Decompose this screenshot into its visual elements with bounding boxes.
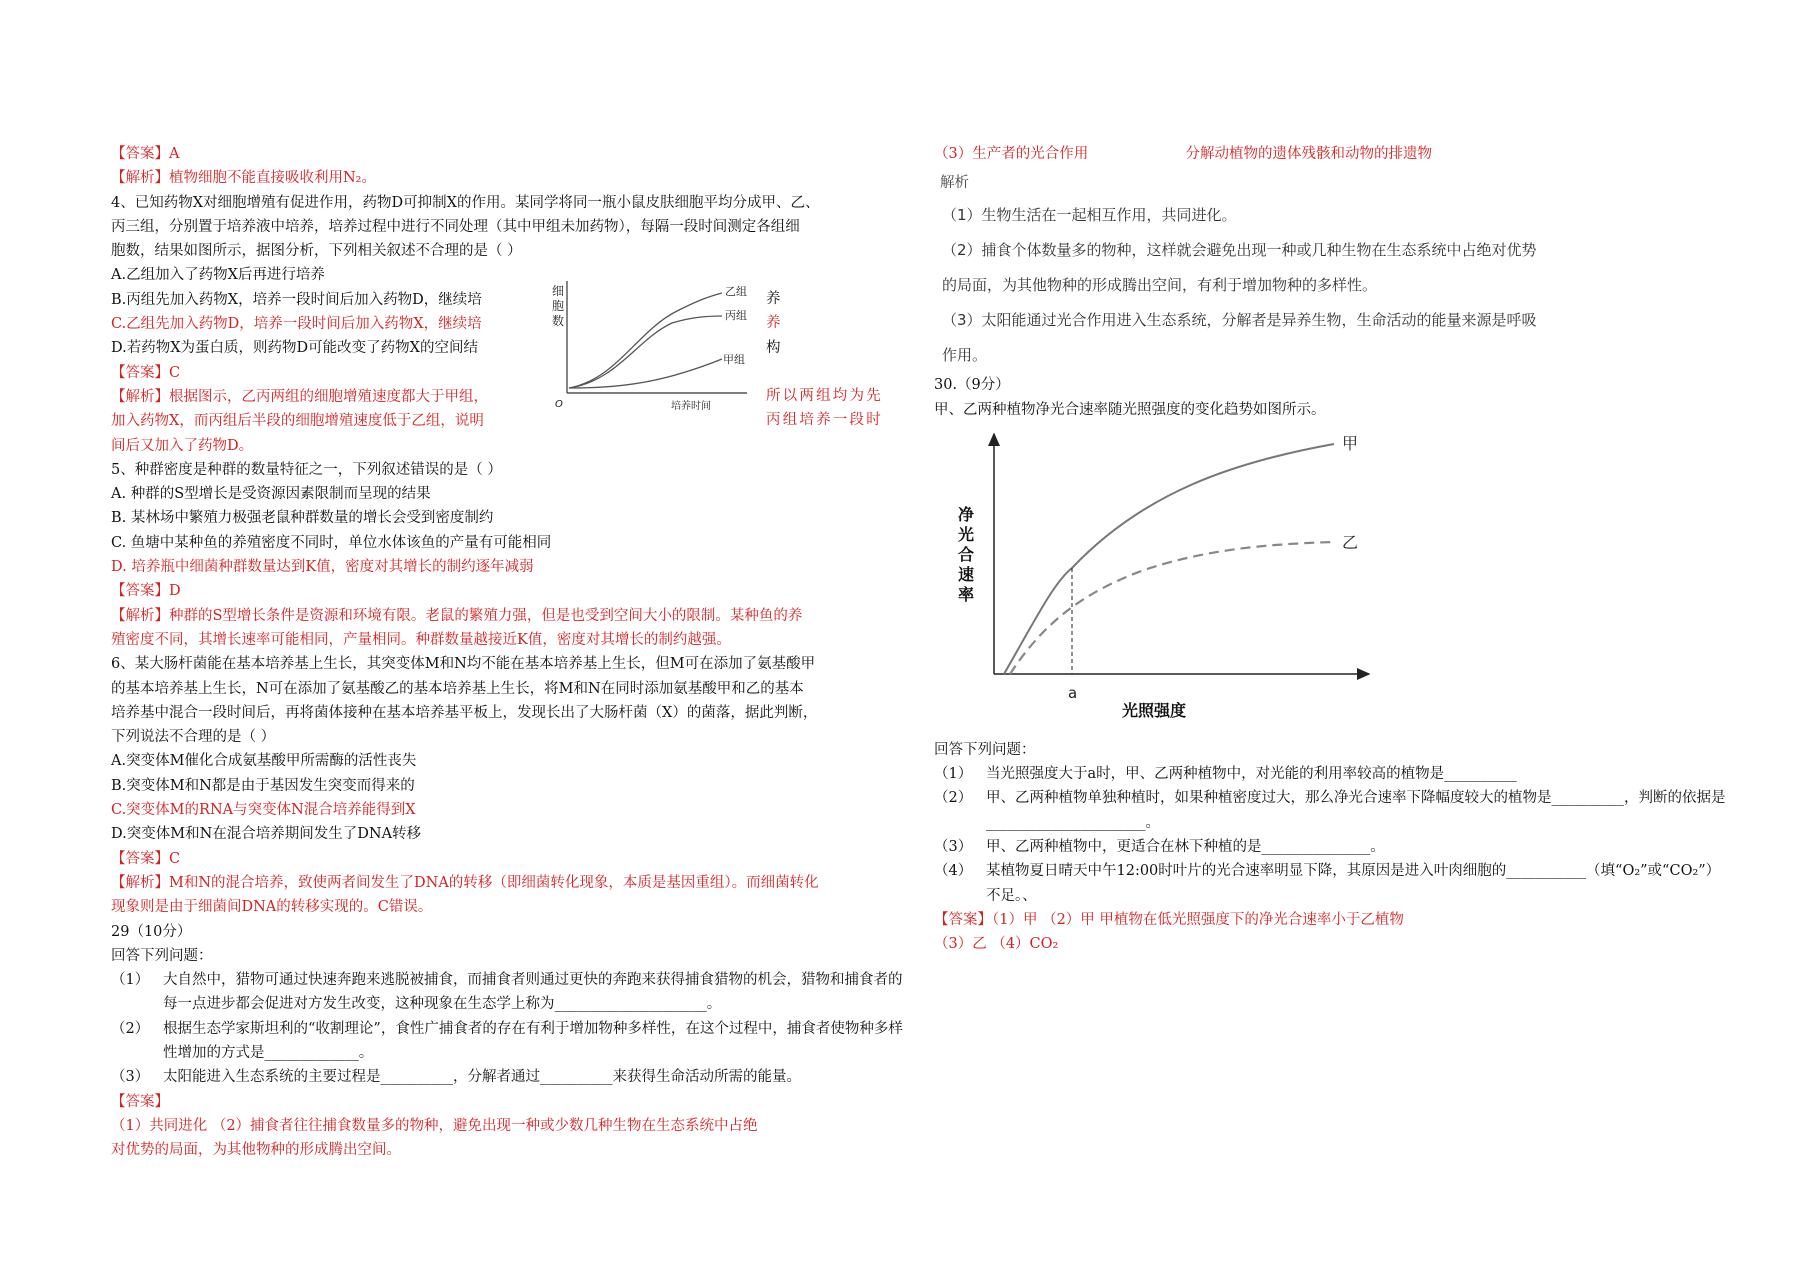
q29-item-3	[111, 1065, 903, 1089]
q30-answer-2: （3）乙 （4）CO₂	[934, 936, 1059, 953]
q5-stem: 5、种群密度是种群的数量特征之一，下列叙述错误的是（ ）	[111, 461, 502, 478]
q30-item-3-num: （3）	[934, 839, 973, 856]
q29-answer-label: 【答案】	[111, 1093, 169, 1110]
chart2-label-jia: 甲	[1342, 433, 1359, 453]
q29-answer-3a: （3）生产者的光合作用	[934, 146, 1089, 162]
q3-answer: 【答案】A	[111, 146, 180, 162]
q29-explanation-1: （1）生物生活在一起相互作用，共同进化。	[942, 206, 1237, 225]
q30-item-2	[934, 786, 1734, 835]
q4-stem-1: 4、已知药物X对细胞增殖有促进作用，药物D可抑制X的作用。某同学将同一瓶小鼠皮肤细胞平均分成甲、乙、	[111, 194, 820, 211]
q29-item-2	[111, 1017, 903, 1066]
q29-explanation-2: （2）捕食个体数量多的物种，这样就会避免出现一种或几种生物在生态系统中占绝对优势	[942, 241, 1537, 260]
q4-analysis-3: 间后又加入了药物D。	[111, 437, 254, 454]
q5-analysis-1: 【解析】种群的S型增长条件是资源和环境有限。老鼠的繁殖力强，但是也受到空间大小的限制。某种鱼的养	[111, 607, 803, 624]
q6-option-d: D.突变体M和N在混合培养期间发生了DNA转移	[111, 826, 422, 843]
chart1-line-bing	[569, 316, 722, 388]
q29-item-2-num: （2）	[111, 1020, 150, 1037]
q6-analysis-2: 现象则是由于细菌间DNA的转移实现的。C错误。	[111, 899, 433, 916]
q4-option-c-cont: 养	[766, 315, 781, 332]
chart2-line-jia	[1004, 444, 1334, 674]
q29-answer-2: 对优势的局面，为其他物种的形成腾出空间。	[111, 1142, 401, 1159]
q30-item-4-num: （4）	[934, 863, 973, 880]
q4-option-a: A.乙组加入了药物X后再进行培养	[111, 267, 325, 284]
q4-analysis-2-cont: 丙组培养一段时	[766, 412, 883, 429]
q6-stem-1: 6、某大肠杆菌能在基本培养基上生长，其突变体M和N均不能在基本培养基上生长，但M可在添加了氨基酸甲	[111, 656, 816, 673]
q4-stem-2: 丙三组，分别置于培养液中培养，培养过程中进行不同处理（其中甲组未加药物），每隔一段时间测定各组细	[111, 218, 800, 235]
chart2-ylabel	[958, 505, 974, 604]
q29-answer-1: （1）共同进化 （2）捕食者往往捕食数量多的物种，避免出现一种或少数几种生物在生态系统中占绝	[111, 1117, 758, 1134]
q5-option-b: B. 某林场中繁殖力极强老鼠种群数量的增长会受到密度制约	[111, 510, 494, 527]
q5-analysis-2: 殖密度不同，其增长速率可能相同，产量相同。种群数量越接近K值，密度对其增长的制约越强。	[111, 631, 731, 648]
q4-option-b: B.丙组先加入药物X，培养一段时间后加入药物D，继续培	[111, 291, 482, 308]
q6-option-a: A.突变体M催化合成氨基酸甲所需酶的活性丧失	[111, 753, 417, 770]
q29-answer-3b: 分解动植物的遗体残骸和动物的排遗物	[1185, 146, 1432, 162]
q30-item-4	[934, 859, 1734, 908]
q29-answer-3	[934, 142, 1734, 166]
q29-explanation-4: （3）太阳能通过光合作用进入生态系统，分解者是异养生物，生命活动的能量来源是呼吸	[942, 311, 1537, 330]
q4-analysis-1-cont: 所以两组均为先	[766, 388, 883, 405]
q30-intro: 回答下列问题：	[934, 741, 1036, 758]
q4-option-b-cont: 养	[766, 291, 781, 308]
chart2-mark-a: a	[1068, 683, 1078, 702]
chart1-label-jia: 甲组	[723, 353, 745, 367]
chart2-xlabel: 光照强度	[1122, 700, 1187, 720]
q29-explanation-title: 解析	[940, 175, 969, 192]
q30-item-3-text: 甲、乙两种植物中，更适合在林下种植的是_______________。	[986, 839, 1385, 856]
q6-stem-3: 培养基中混合一段时间后，再将菌体接种在基本培养基平板上，发现长出了大肠杆菌（X）的菌落，据此判断，	[111, 704, 818, 721]
q6-option-c: C.突变体M的RNA与突变体N混合培养能得到X	[111, 802, 416, 819]
chart2-ylabel-2: 光	[958, 524, 975, 544]
q6-analysis-1: 【解析】M和N的混合培养，致使两者间发生了DNA的转移（即细菌转化现象，本质是基因重组）。而细菌转化	[111, 874, 819, 891]
q29-item-1-num: （1）	[111, 972, 150, 989]
q29-item-3-num: （3）	[111, 1069, 150, 1086]
q29-item-2-text: 根据生态学家斯坦利的“收割理论”，食性广捕食者的存在有利于增加物种多样性，在这个过程中，捕食者使物种多样性增加的方式是_____________。	[163, 1020, 903, 1061]
q30-item-1	[934, 762, 1734, 786]
q29-item-3-text: 太阳能进入生态系统的主要过程是__________，分解者通过__________来获得生命活动所需的能量。	[163, 1069, 801, 1086]
q29-explanation-3: 的局面，为其他物种的形成腾出空间，有利于增加物种的多样性。	[942, 276, 1378, 295]
q4-answer: 【答案】C	[111, 364, 181, 381]
q29-explanation-5: 作用。	[942, 346, 988, 365]
q30-item-1-text: 当光照强度大于a时，甲、乙两种植物中，对光能的利用率较高的植物是__________	[986, 766, 1517, 783]
q4-option-d: D.若药物X为蛋白质，则药物D可能改变了药物X的空间结	[111, 340, 478, 357]
chart1-origin: O	[555, 399, 563, 411]
q5-option-a: A. 种群的S型增长是受资源因素限制而呈现的结果	[111, 486, 431, 503]
q30-item-3	[934, 835, 1734, 859]
net-photosynthesis-chart	[944, 422, 1384, 738]
q30-stem: 甲、乙两种植物净光合速率随光照强度的变化趋势如图所示。	[934, 401, 1326, 418]
chart2-ylabel-3: 合	[958, 544, 975, 564]
q5-answer: 【答案】D	[111, 583, 181, 600]
q30-item-1-num: （1）	[934, 766, 973, 783]
chart2-line-yi	[1010, 542, 1334, 674]
q6-stem-4: 下列说法不合理的是（ ）	[111, 729, 276, 746]
cell-growth-chart	[547, 271, 759, 411]
q3-analysis: 【解析】植物细胞不能直接吸收利用N₂。	[111, 170, 376, 187]
q6-answer: 【答案】C	[111, 850, 181, 867]
chart2-ylabel-5: 率	[958, 584, 975, 604]
chart1-xlabel: 培养时间	[671, 401, 711, 412]
q4-stem-3: 胞数，结果如图所示，据图分析，下列相关叙述不合理的是（ ）	[111, 243, 522, 260]
q6-stem-2: 的基本培养基上生长，N可在添加了氨基酸乙的基本培养基上生长，将M和N在同时添加氨基酸甲和乙的基本	[111, 680, 804, 697]
q4-analysis-1: 【解析】根据图示，乙丙两组的细胞增殖速度都大于甲组，	[111, 388, 488, 405]
q29-item-1	[111, 968, 903, 1017]
q6-option-b: B.突变体M和N都是由于基因发生突变而得来的	[111, 777, 415, 794]
chart2-ylabel-1: 净	[958, 504, 975, 524]
q5-option-c: C. 鱼塘中某种鱼的养殖密度不同时，单位水体该鱼的产量有可能相同	[111, 534, 552, 551]
q30-answer-1: 【答案】（1）甲 （2）甲 甲植物在低光照强度下的净光合速率小于乙植物	[934, 911, 1404, 928]
left-column	[111, 142, 903, 1162]
right-column	[934, 142, 1734, 957]
q30-title: 30.（9分）	[934, 377, 1010, 394]
chart2-ylabel-4: 速	[958, 564, 975, 584]
chart2-label-yi: 乙	[1342, 532, 1359, 552]
q29-item-1-text: 大自然中，猎物可通过快速奔跑来逃脱被捕食，而捕食者则通过更快的奔跑来获得捕食猎物的机会，猎物和捕食者的每一点进步都会促进对方发生改变，这种现象在生态学上称为_____________________。	[163, 972, 903, 1013]
q29-intro: 回答下列问题：	[111, 947, 213, 964]
chart1-label-bing: 丙组	[725, 309, 747, 323]
q4-option-d-cont: 构	[766, 340, 781, 357]
q30-item-4-text: 某植物夏日晴天中午12:00时叶片的光合速率明显下降，其原因是进入叶肉细胞的___________（填“O₂”或“CO₂”）不足。、	[986, 863, 1721, 904]
q30-item-2-text: 甲、乙两种植物单独种植时，如果种植密度过大，那么净光合速率下降幅度较大的植物是__________，判断的依据是______________________。	[986, 790, 1726, 831]
chart1-ylabel-1: 细	[552, 284, 565, 299]
q4-option-c: C.乙组先加入药物D，培养一段时间后加入药物X，继续培	[111, 316, 482, 333]
q30-item-2-num: （2）	[934, 790, 973, 807]
q4-analysis-2: 加入药物X，而丙组后半段的细胞增殖速度低于乙组，说明	[111, 413, 484, 430]
q5-option-d: D. 培养瓶中细菌种群数量达到K值，密度对其增长的制约逐年减弱	[111, 559, 534, 576]
q4-options-block	[111, 263, 903, 457]
q29-title: 29（10分）	[111, 923, 192, 940]
chart1-ylabel-3: 数	[552, 314, 565, 329]
chart1-label-yi: 乙组	[725, 285, 747, 299]
chart1-ylabel-2: 胞	[552, 299, 565, 314]
chart1-line-jia	[569, 359, 722, 388]
